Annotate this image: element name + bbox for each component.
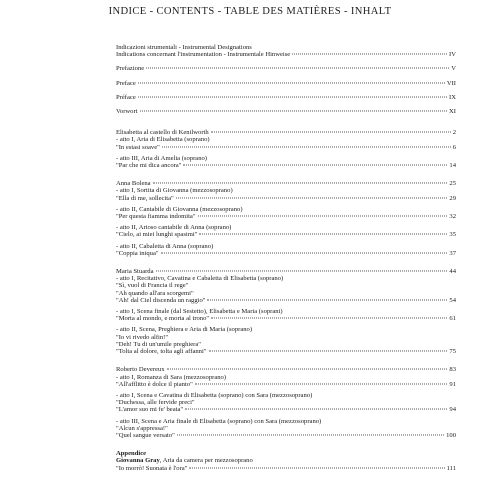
entry-line: - atto III, Aria di Amelia (soprano): [116, 154, 208, 162]
page-number: 14: [449, 162, 456, 170]
page-number: V: [451, 65, 456, 73]
page-number: VII: [446, 79, 456, 87]
page-number: 2: [452, 129, 456, 137]
front-item-prefazione: Prefazione V: [116, 65, 456, 73]
dot-leader: [177, 434, 444, 435]
entry-line: - atto I, Scena e Cavatina di Elisabetta (soprano) con Sara (mezzosoprano): [116, 391, 313, 399]
page-number: 91: [449, 380, 456, 388]
page-number: 61: [449, 315, 456, 323]
entry-quote: "Io morrò! Suonata è l'ora" 111: [116, 464, 456, 472]
dot-leader: [189, 467, 444, 468]
front-item-vorwort: Vorwort XI: [116, 108, 456, 116]
front-item-preface: Preface VII: [116, 79, 456, 87]
entry-line: - atto II, Arioso cantabile di Anna (soprano): [116, 224, 232, 232]
dot-leader: [195, 383, 448, 384]
section-elisabetta: [116, 129, 456, 169]
entry-line: "Deh! Tu di un'umile preghiera": [116, 340, 201, 348]
dot-leader: [292, 54, 447, 55]
section-appendix: [116, 450, 456, 472]
entry-quote: "L'amor suo mi fe' beata" 94: [116, 406, 456, 414]
dot-leader: [156, 271, 448, 272]
dot-leader: [183, 165, 447, 166]
dot-leader: [138, 96, 447, 97]
entry-quote: "Tolta al dolore, tolta agli affanni" 75: [116, 348, 456, 356]
page-number: 25: [449, 180, 456, 188]
section-title: Maria Stuarda 44: [116, 268, 456, 276]
section-title: Anna Bolena 25: [116, 180, 456, 188]
page-title: INDICE - CONTENTS - TABLE DES MATIÈRES - INHALT: [108, 6, 392, 17]
section-anna-bolena: [116, 180, 456, 257]
entry-line: "Duchessa, alle fervide preci": [116, 399, 195, 407]
table-of-contents: [116, 44, 456, 476]
entry-quote: "Coppia iniqua" 37: [116, 249, 456, 257]
dot-leader: [211, 318, 447, 319]
appendix-heading: Appendice: [116, 450, 147, 458]
page-number: IV: [449, 51, 456, 59]
dot-leader: [176, 197, 448, 198]
entry-line: - atto II, Cabaletta di Anna (soprano): [116, 242, 214, 250]
entry-line: - atto II, Scena, Preghiera e Aria di Maria (soprano): [116, 326, 253, 334]
dot-leader: [138, 82, 445, 83]
dot-leader: [162, 146, 451, 147]
entry-quote: "Per questa fiamma indomita" 32: [116, 213, 456, 221]
entry-quote: "In estasi soave" 6: [116, 143, 456, 151]
front-item-indicazioni: Indicazioni strumentali - Instrumental Designations: [116, 44, 252, 51]
entry-quote: "Morta al mondo, e morta al trono" 61: [116, 315, 456, 323]
dot-leader: [198, 216, 448, 217]
entry-line: "Io vi rivedo alfin!": [116, 333, 169, 341]
section-title: Roberto Devereux 83: [116, 366, 456, 374]
entry-quote: "Cielo, ai miei lunghi spasimi" 35: [116, 231, 456, 239]
entry-line: - atto I, Scena finale (dal Sestetto), Elisabetta e Maria (soprani): [116, 308, 283, 316]
page-number: 37: [449, 249, 456, 257]
entry-line: "Sì, vuol di Francia il rege": [116, 282, 189, 290]
dot-leader: [146, 68, 449, 69]
dot-leader: [140, 111, 448, 112]
entry-line: - atto II, Cantabile di Giovanna (mezzosoprano): [116, 205, 243, 213]
entry-quote: "Ella di me, sollecita" 29: [116, 194, 456, 202]
dot-leader: [167, 369, 448, 370]
page-number: 75: [449, 348, 456, 356]
front-item-preface-fr: Préface IX: [116, 93, 456, 101]
appendix-entry: Giovanna Gray, Aria da camera per mezzosoprano: [116, 457, 253, 465]
page-number: 94: [449, 406, 456, 414]
page-number: 44: [449, 268, 456, 276]
entry-quote: "All'afflitto è dolce il pianto" 91: [116, 380, 456, 388]
page-number: 111: [446, 464, 456, 472]
section-roberto-devereux: [116, 366, 456, 439]
section-title: Elisabetta al castello di Kenilworth 2: [116, 129, 456, 137]
dot-leader: [161, 252, 448, 253]
entry-line: - atto I, Romanza di Sara (mezzosoprano): [116, 373, 227, 381]
dot-leader: [153, 183, 448, 184]
dot-leader: [211, 132, 451, 133]
page-number: XI: [449, 108, 456, 116]
page-number: 29: [449, 194, 456, 202]
entry-line: - atto I, Recitativo, Cavatina e Cabaletta di Elisabetta (soprano): [116, 275, 284, 283]
page-number: 100: [446, 431, 456, 439]
dot-leader: [199, 234, 447, 235]
front-item-indications: Indications concernant l'instrumentation - Instrumentale Hinweise IV: [116, 51, 456, 59]
section-maria-stuarda: [116, 268, 456, 355]
entry-quote: "Ah! dal Ciel discenda un raggio" 54: [116, 296, 456, 304]
dot-leader: [209, 351, 448, 352]
front-matter: [116, 44, 456, 115]
page-number: 32: [449, 213, 456, 221]
entry-line: - atto III, Scena e Aria finale di Elisabetta (soprano) con Sara (mezzosoprano): [116, 417, 322, 425]
page-number: 6: [452, 143, 456, 151]
page-number: 83: [449, 366, 456, 374]
page-number: 54: [449, 296, 456, 304]
dot-leader: [185, 409, 447, 410]
page-number: IX: [449, 93, 456, 101]
entry-line: - atto I, Aria di Elisabetta (soprano): [116, 136, 210, 144]
entry-quote: "Par che mi dica ancora" 14: [116, 162, 456, 170]
entry-line: "Ah quando all'ara scorgemi": [116, 289, 194, 297]
entry-line: "Alcun s'appressa!": [116, 424, 168, 432]
entry-quote: "Quel sangue versato" 100: [116, 431, 456, 439]
page-number: 35: [449, 231, 456, 239]
dot-leader: [207, 299, 447, 300]
entry-line: - atto I, Sortita di Giovanna (mezzosoprano): [116, 187, 233, 195]
